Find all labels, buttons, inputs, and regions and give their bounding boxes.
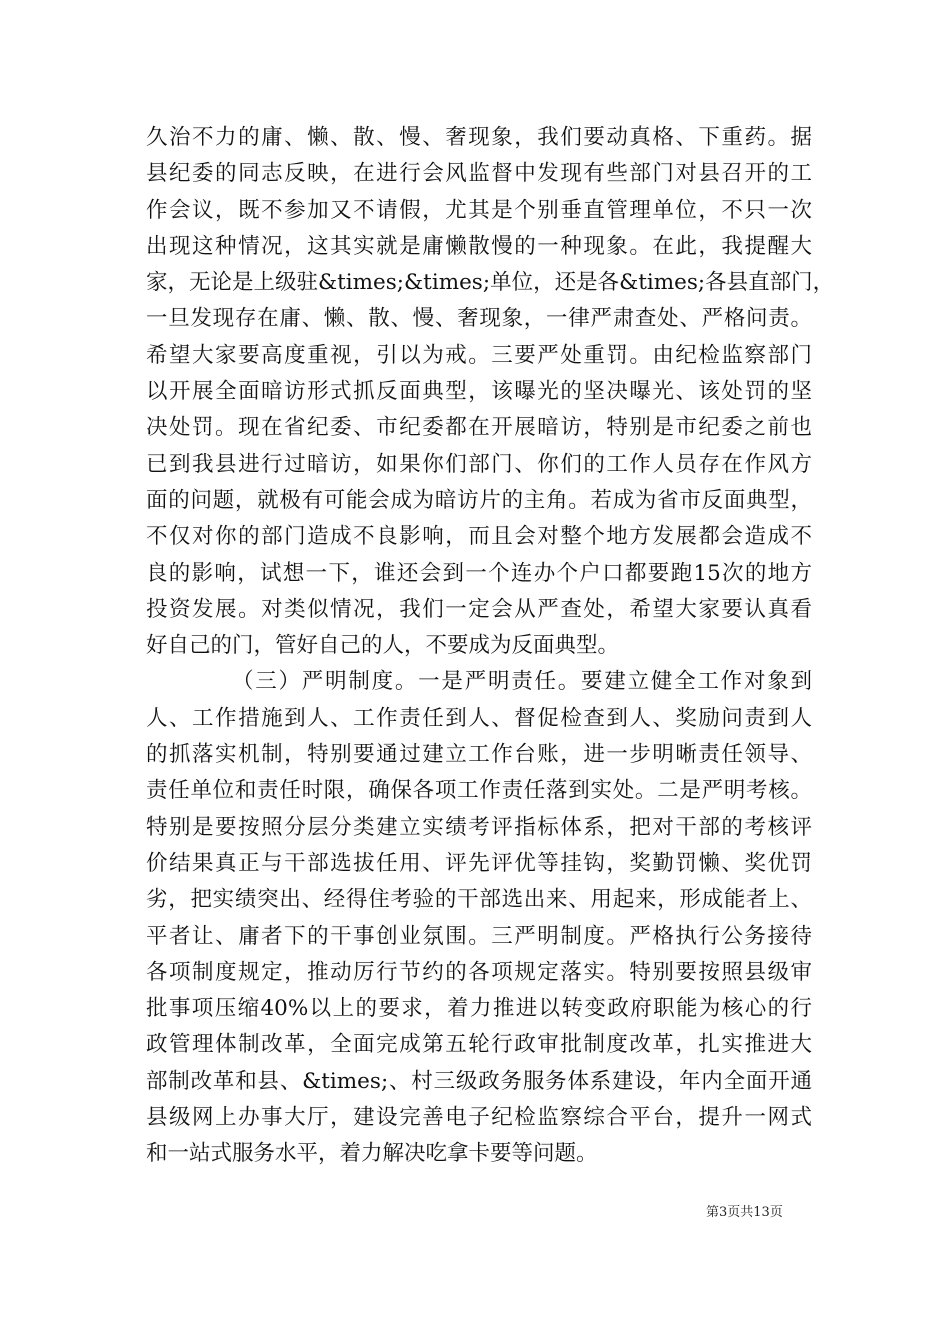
text-line: 平者让、庸者下的干事创业氛围。三严明制度。严格执行公务接待 (146, 923, 812, 949)
text-line: 各项制度规定，推动厉行节约的各项规定落实。特别要按照县级审 (146, 959, 812, 985)
text-line: 家，无论是上级驻&times;&times;单位，还是各&times;各县直部门， (146, 270, 835, 296)
text-line: 的抓落实机制，特别要通过建立工作台账，进一步明晰责任领导、 (146, 742, 812, 768)
text-line: （三）严明制度。一是严明责任。要建立健全工作对象到 (232, 669, 812, 695)
text-line: 好自己的门，管好自己的人，不要成为反面典型。 (146, 633, 620, 659)
text-line: 决处罚。现在省纪委、市纪委都在开展暗访，特别是市纪委之前也 (146, 415, 812, 441)
text-line: 批事项压缩40%以上的要求，着力推进以转变政府职能为核心的行 (146, 996, 812, 1022)
text-line: 部制改革和县、&times;、村三级政务服务体系建设，年内全面开通 (146, 1068, 812, 1094)
text-line: 作会议，既不参加又不请假，尤其是个别垂直管理单位，不只一次 (146, 197, 812, 223)
text-line: 劣，把实绩突出、经得住考验的干部选出来、用起来，形成能者上、 (146, 887, 812, 913)
text-line: 县级网上办事大厅，建设完善电子纪检监察综合平台，提升一网式 (146, 1105, 812, 1131)
text-line: 希望大家要高度重视，引以为戒。三要严处重罚。由纪检监察部门 (146, 342, 812, 368)
text-line: 久治不力的庸、懒、散、慢、奢现象，我们要动真格、下重药。据 (146, 125, 812, 150)
text-line: 投资发展。对类似情况，我们一定会从严查处，希望大家要认真看 (146, 596, 812, 622)
text-line: 责任单位和责任时限，确保各项工作责任落到实处。二是严明考核。 (146, 778, 812, 804)
text-line: 不仅对你的部门造成不良影响，而且会对整个地方发展都会造成不 (146, 524, 812, 550)
text-line: 良的影响，试想一下，谁还会到一个连办个户口都要跑15次的地方 (146, 560, 812, 586)
text-line: 人、工作措施到人、工作责任到人、督促检查到人、奖励问责到人 (146, 705, 812, 731)
text-line: 出现这种情况，这其实就是庸懒散慢的一种现象。在此，我提醒大 (146, 233, 812, 259)
text-line: 面的问题，就极有可能会成为暗访片的主角。若成为省市反面典型， (146, 487, 812, 513)
text-line: 价结果真正与干部选拔任用、评先评优等挂钩，奖勤罚懒、奖优罚 (146, 850, 812, 876)
page-footer: 第3页共13页 (706, 1205, 783, 1220)
text-line: 县纪委的同志反映，在进行会风监督中发现有些部门对县召开的工 (146, 161, 812, 187)
text-line: 已到我县进行过暗访，如果你们部门、你们的工作人员存在作风方 (146, 451, 812, 477)
text-line: 特别是要按照分层分类建立实绩考评指标体系，把对干部的考核评 (146, 814, 812, 840)
paragraph-1 (146, 120, 835, 664)
text-line: 和一站式服务水平，着力解决吃拿卡要等问题。 (146, 1141, 598, 1167)
paragraph-2 (146, 664, 812, 1172)
text-line: 以开展全面暗访形式抓反面典型，该曝光的坚决曝光、该处罚的坚 (146, 379, 812, 405)
text-line: 一旦发现存在庸、懒、散、慢、奢现象，一律严肃查处、严格问责。 (146, 306, 812, 332)
text-line: 政管理体制改革，全面完成第五轮行政审批制度改革，扎实推进大 (146, 1032, 812, 1058)
body-text (146, 120, 835, 1173)
